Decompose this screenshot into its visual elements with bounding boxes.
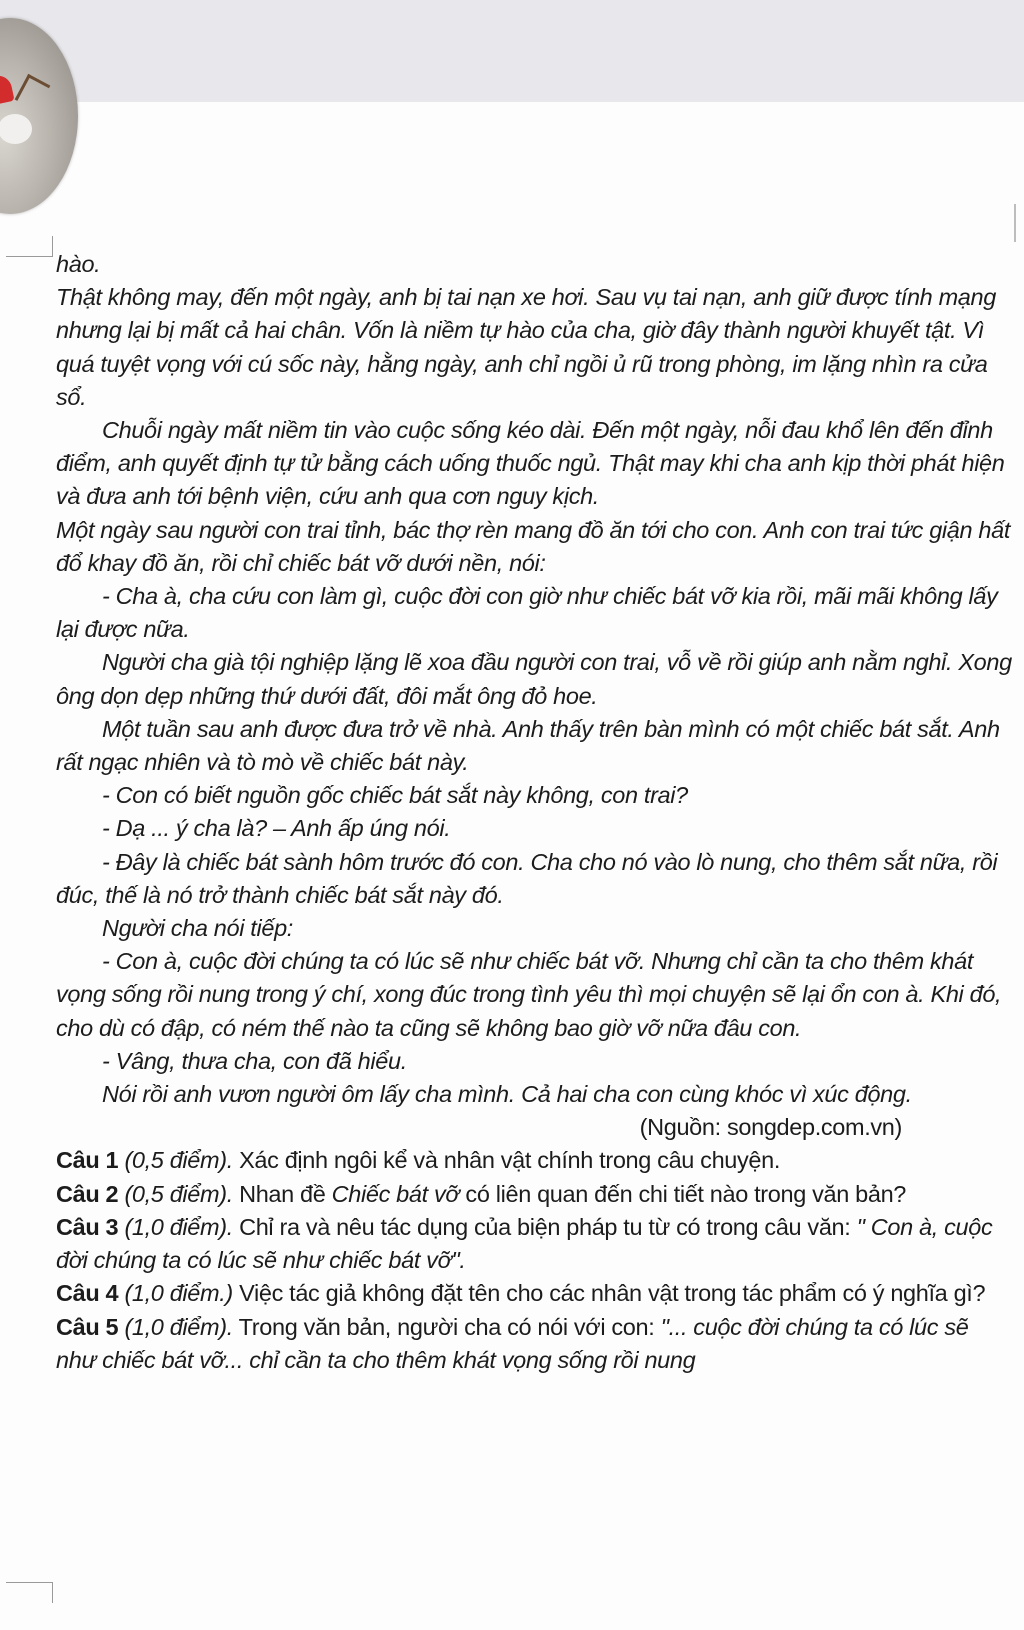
- question-label: Câu 1: [56, 1147, 119, 1174]
- crop-corner-mark: [6, 236, 53, 257]
- passage-paragraph: hào.: [56, 251, 101, 277]
- passage-paragraph: Người cha nói tiếp:: [102, 915, 293, 942]
- passage-dialogue: - Đây là chiếc bát sành hôm trước đó con. Cha cho nó vào lò nung, cho thêm sắt nữa, rồi đúc, thế là nó trở thành chiếc bát sắt này đó.: [56, 848, 998, 908]
- question-text: Chỉ ra và nêu tác dụng của biện pháp tu từ có trong câu văn:: [232, 1213, 851, 1240]
- question-text: có liên quan đến chi tiết nào trong văn bản?: [459, 1180, 907, 1207]
- passage-dialogue: - Con có biết nguồn gốc chiếc bát sắt này không, con trai?: [102, 782, 688, 809]
- question-score: (1,0 điểm.): [124, 1280, 233, 1307]
- passage-dialogue: - Vâng, thưa cha, con đã hiểu.: [102, 1047, 407, 1074]
- question-text: Việc tác giả không đặt tên cho các nhân vật trong tác phẩm có ý nghĩa gì?: [232, 1280, 986, 1307]
- question-quote: "... cuộc đời chúng ta có lúc sẽ như chiếc bát vỡ... chỉ cần ta cho thêm khát vọng sống rồi nung: [56, 1313, 969, 1373]
- question-label: Câu 3: [56, 1213, 119, 1240]
- passage-paragraph: Thật không may, đến một ngày, anh bị tai nạn xe hơi. Sau vụ tai nạn, anh giữ được tính mạng nhưng lại bị mất cả hai chân. Vốn là niềm tự hào của cha, giờ đây thành người khuyết tật. Vì quá tuyệt vọng với cú sốc này, hằng ngày, anh chỉ ngồi ủ rũ trong phòng, im lặng nhìn ra cửa sổ.: [56, 284, 996, 410]
- question-title-ref: Chiếc bát vỡ: [331, 1180, 460, 1207]
- question-score: (1,0 điểm).: [124, 1213, 233, 1240]
- crop-corner-mark: [6, 1582, 53, 1603]
- question-label: Câu 4: [56, 1280, 119, 1307]
- question-score: (0,5 điểm).: [124, 1147, 233, 1174]
- question-4: [56, 1277, 1014, 1310]
- question-label: Câu 5: [56, 1313, 119, 1340]
- passage-paragraph: Người cha già tội nghiệp lặng lẽ xoa đầu người con trai, vỗ về rồi giúp anh nằm nghỉ. Xong ông dọn dẹp những thứ dưới đất, đôi mắt ông đỏ hoe.: [56, 649, 1012, 709]
- antler-icon: [15, 74, 51, 111]
- question-quote: " Con à, cuộc đời chúng ta có lúc sẽ như chiếc bát vỡ".: [56, 1213, 993, 1274]
- question-score: (0,5 điểm).: [124, 1180, 233, 1207]
- passage-paragraph: Một ngày sau người con trai tỉnh, bác thợ rèn mang đồ ăn tới cho con. Anh con trai tức giận hất đổ khay đồ ăn, rồi chỉ chiếc bát vỡ dưới nền, nói:: [56, 516, 1011, 576]
- passage-dialogue: - Con à, cuộc đời chúng ta có lúc sẽ như chiếc bát vỡ. Nhưng chỉ cần ta cho thêm khát vọng sống rồi nung trong ý chí, xong đúc trong tình yêu thì mọi chuyện sẽ lại ổn con à. Khi đó, cho dù có đập, có ném thế nào ta cũng sẽ không bao giờ vỡ nữa đâu con.: [56, 948, 1002, 1041]
- passage-dialogue: - Dạ ... ý cha là? – Anh ấp úng nói.: [102, 815, 451, 842]
- passage-paragraph: Một tuần sau anh được đưa trở về nhà. Anh thấy trên bàn mình có một chiếc bát sắt. Anh rất ngạc nhiên và tò mò về chiếc bát này.: [56, 715, 1000, 776]
- question-score: (1,0 điểm).: [124, 1313, 233, 1340]
- question-text: Nhan đề: [232, 1180, 332, 1207]
- document-text: [56, 248, 1014, 1377]
- question-label: Câu 2: [56, 1180, 119, 1207]
- passage-paragraph: Chuỗi ngày mất niềm tin vào cuộc sống kéo dài. Đến một ngày, nỗi đau khổ lên đến đỉnh điểm, anh quyết định tự tử bằng cách uống thuốc ngủ. Thật may khi cha anh kịp thời phát hiện và đưa anh tới bệnh viện, cứu anh qua cơn nguy kịch.: [56, 417, 1005, 510]
- passage-dialogue: - Cha à, cha cứu con làm gì, cuộc đời con giờ như chiếc bát vỡ kia rồi, mãi mãi không lấy lại được nữa.: [56, 583, 998, 643]
- question-text: Trong văn bản, người cha có nói với con:: [232, 1313, 661, 1340]
- passage-source: (Nguồn: songdep.com.vn): [639, 1114, 902, 1141]
- page-edge-mark: [1014, 204, 1016, 242]
- passage-paragraph: Nói rồi anh vươn người ôm lấy cha mình. Cả hai cha con cùng khóc vì xúc động.: [102, 1081, 912, 1108]
- hat-pompom-icon: [0, 114, 32, 144]
- top-bar: [0, 0, 1024, 102]
- question-1: [56, 1144, 1014, 1177]
- question-5: [56, 1311, 1014, 1377]
- question-3: [56, 1211, 1014, 1277]
- question-2: [56, 1178, 1014, 1211]
- question-text: Xác định ngôi kể và nhân vật chính trong câu chuyện.: [232, 1147, 781, 1174]
- santa-hat-icon: [0, 73, 15, 107]
